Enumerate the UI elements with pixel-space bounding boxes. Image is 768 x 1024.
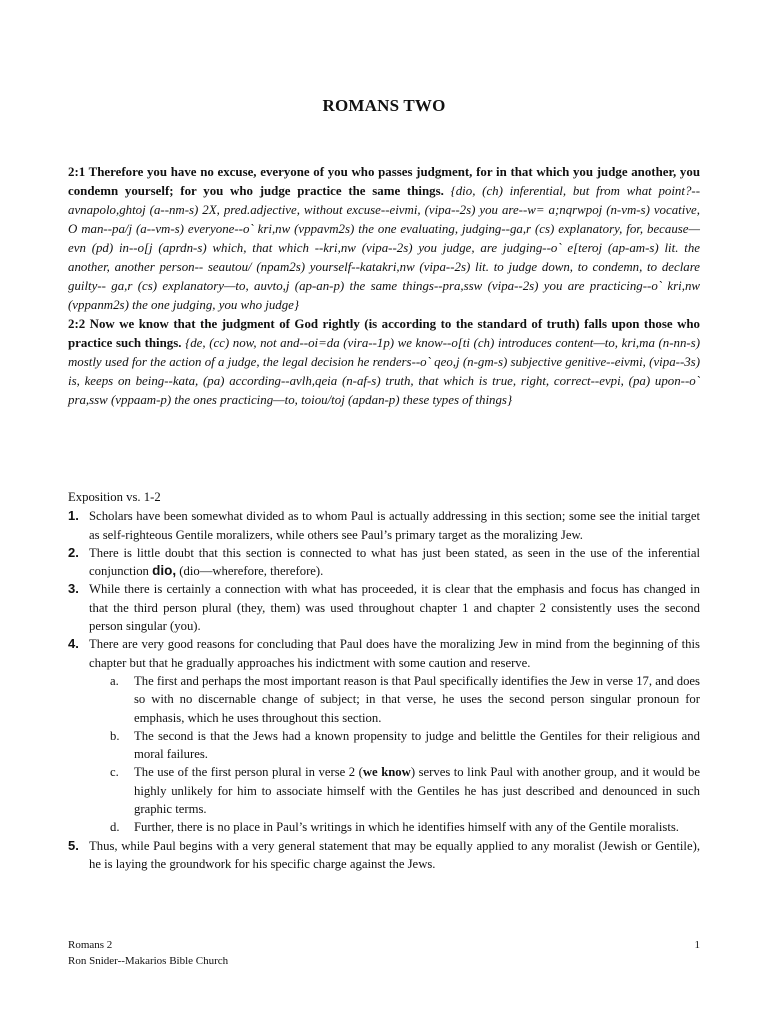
sub-list-text: The second is that the Jews had a known propensity to judge and belittle the Gentiles for their religious and moral failures. [134, 728, 700, 762]
sub-list-item [89, 727, 700, 764]
sub-list-text: ) serves to link Paul with another group, and it would be highly unlikely for him to associate himself with the Gentiles he has just described and denounced in such graphic terms. [134, 765, 700, 817]
verse-2-1 [68, 163, 700, 315]
exposition-heading: Exposition vs. 1-2 [68, 490, 161, 504]
page-footer [68, 937, 700, 969]
verse-2-1-text: 2:1 Therefore you have no excuse, everyone of you who passes judgment, for in that which you judge another, you condemn yourself; for you who judge practice the same things. [68, 165, 700, 198]
verse-2-2-notes: {de, (cc) now, not and--oi=da (vira--1p) we know--o[ti (ch) introduces content—to, kri,ma (n-nn-s) mostly used for the action of a judge, the legal decision he renders--o` qeo,j (n-gm-s) subjective genitive--eivmi, (vipa--3s) is, keeps on being--kata, (pa) according--avlh,qeia (n-af-s) truth, that which is true, right, correct--evpi, (pa) upon--o` pra,ssw (vppaam-p) the ones practicing—to, toiou/toj (apdan-p) these types of things} [68, 336, 700, 407]
verse-2-2-text: 2:2 Now we know that the judgment of God rightly (is according to the standard of truth) falls upon those who practice such things. [68, 317, 700, 350]
list-item-text: Thus, while Paul begins with a very general statement that may be equally applied to any moralist (Jewish or Gentile), he is laying the groundwork for his specific charge against the Jews. [89, 838, 700, 871]
list-item-number: 5. [68, 837, 79, 853]
page-number: 1 [694, 939, 700, 951]
footer-author: Ron Snider--Makarios Bible Church [68, 955, 229, 967]
list-item-text: While there is certainly a connection with what has proceeded, it is clear that the emphasis and focus has changed in that the third person plural (they, them) was used throughout chapter 1 and chapter 2 consistently uses the second person singular (you). [89, 582, 700, 634]
sub-list-text: The first and perhaps the most important reason is that Paul specifically identifies the Jew in verse 17, and does so with no discernable change of subject; in that verse, he uses the second person singular pronoun for emphasis, which he uses throughout this section. [134, 673, 700, 725]
sub-list [89, 672, 700, 837]
list-item [68, 507, 700, 544]
sub-list-letter: b. [110, 728, 120, 743]
sub-list-letter: c. [110, 765, 119, 780]
emphasis-we-know: we know [362, 765, 411, 780]
list-item [68, 837, 700, 874]
verse-2-1-notes: {dio, (ch) inferential, but from what point?--avnapolo,ghtoj (a--nm-s) 2X, pred.adjective, without excuse--eivmi, (vipa--2s) you are--w= a;nqrwpoj (n-vm-s) vocative, O man--pa/j (a--vm-s) everyone--o` kri,nw (vppavm2s) the one evaluating, judging--ga,r (cs) explanatory, for, because—evn (pd) in--o[j (aprdn-s) which, that which --kri,nw (vipa--2s) you judge, are judging--o` e[teroj (ap-am-s) lit. the another, another person-- seautou/ (npam2s) yourself--katakri,nw (vipa--2s) lit. to judge down, to condemn, to declare guilty-- ga,r (cs) explanatory—to, auvto,j (ap-an-p) the same things--pra,ssw (vipa--2s) you are practicing--o` kri,nw (vppanm2s) the one judging, you who judge} [68, 184, 700, 312]
list-item [68, 580, 700, 635]
sub-list-item [89, 672, 700, 727]
list-item [68, 635, 700, 836]
list-item-text: Scholars have been somewhat divided as to whom Paul is actually addressing in this section; some see the initial target as self-righteous Gentile moralizers, while others see Paul’s primary target as the moralizing Jew. [89, 509, 700, 542]
document-page [68, 0, 700, 1024]
list-item-text: There is little doubt that this section is connected to what has just been stated, as seen in the use of the inferential conjunction [89, 545, 700, 579]
exposition-list [68, 507, 700, 873]
greek-keyword: dio, [152, 563, 177, 579]
verse-2-2 [68, 315, 700, 410]
verse-section [68, 163, 700, 410]
sub-list-letter: d. [110, 820, 120, 835]
exposition-section [68, 488, 700, 873]
footer-book: Romans 2 [68, 939, 113, 951]
sub-list-letter: a. [110, 673, 119, 688]
sub-list-text: Further, there is no place in Paul’s writings in which he identifies himself with any of the Gentile moralists. [134, 820, 679, 835]
sub-list-item [89, 763, 700, 818]
list-item-number: 2. [68, 544, 79, 560]
sub-list-item [89, 818, 700, 836]
list-item-number: 3. [68, 581, 79, 597]
page-title: ROMANS TWO [322, 96, 446, 115]
list-item-text: There are very good reasons for concluding that Paul does have the moralizing Jew in mind from the beginning of this chapter but that he gradually approaches his indictment with some caution and reserve. [89, 637, 700, 670]
list-item [68, 544, 700, 581]
list-item-text: (dio—wherefore, therefore). [176, 564, 324, 579]
list-item-number: 4. [68, 636, 79, 652]
sub-list-text: The use of the first person plural in verse 2 ( [134, 765, 363, 780]
list-item-number: 1. [68, 508, 79, 524]
